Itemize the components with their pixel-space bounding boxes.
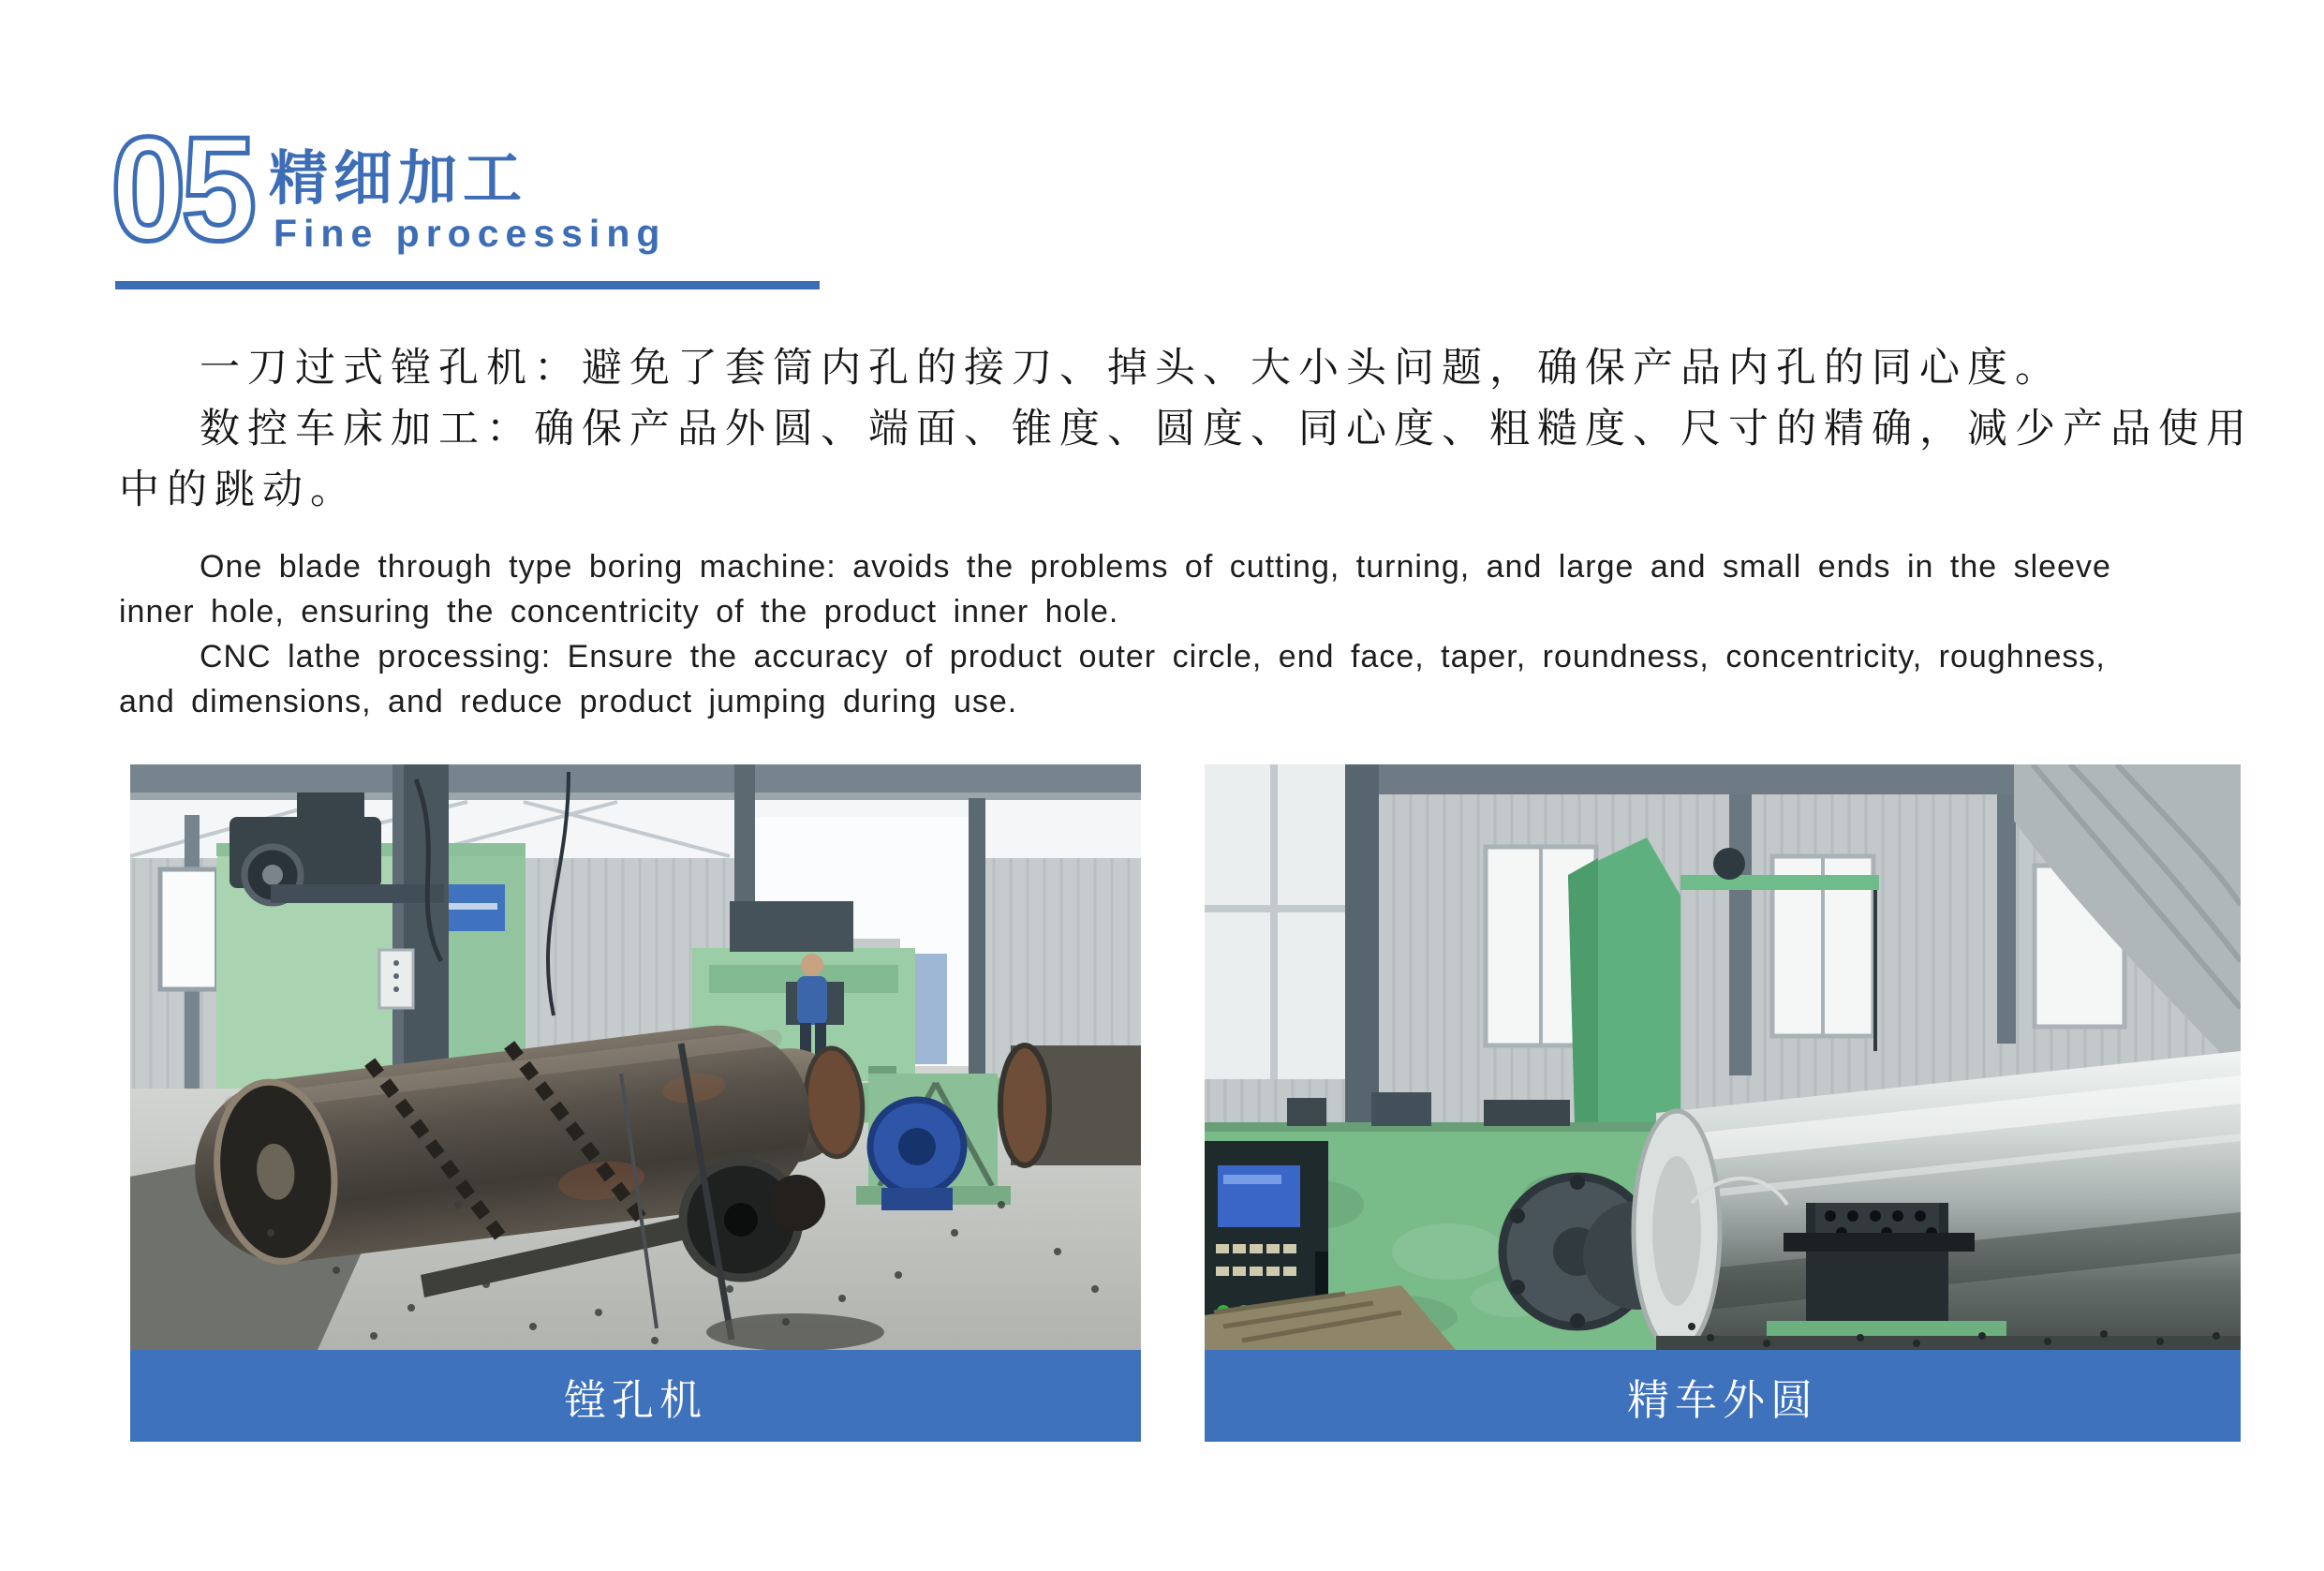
intro-en-line: and dimensions, and reduce product jumping during use.: [119, 684, 1018, 719]
section-title-zh: 精细加工: [269, 146, 527, 212]
intro-paragraph-zh: [119, 338, 2254, 521]
photo-cnc-lathe: [1205, 764, 2241, 1424]
factory-photo-boring-machine: [130, 764, 1141, 1350]
caption-label: 镗孔机: [563, 1375, 707, 1424]
caption-bar-left: [130, 1350, 1141, 1442]
intro-zh-line: 数控车床加工：确保产品外圆、端面、锥度、圆度、同心度、粗糙度、尺寸的精确，减少产品使用: [200, 407, 2254, 452]
gear-motor: [870, 1100, 964, 1210]
intro-zh-line: 一刀过式镗孔机：避免了套筒内孔的接刀、掉头、大小头问题，确保产品内孔的同心度。: [200, 346, 2063, 391]
caption-bar-right: [1205, 1350, 2241, 1442]
intro-zh-line: 中的跳动。: [119, 467, 358, 512]
section-title-en: Fine processing: [274, 212, 667, 255]
intro-en-line: One blade through type boring machine: avoids the problems of cutting, turning, and large and small ends in the sleeve: [200, 549, 2111, 585]
intro-en-line: inner hole, ensuring the concentricity of the product inner hole.: [119, 594, 1119, 630]
factory-photo-cnc-lathe: [1205, 764, 2241, 1350]
photo-boring-machine: [130, 764, 1141, 1424]
rusty-sleeve-end: [1000, 1045, 1141, 1165]
caption-label: 精车外圆: [1626, 1375, 1818, 1424]
header-underline: [115, 281, 820, 289]
intro-paragraph-en: [119, 544, 2111, 724]
intro-en-line: CNC lathe processing: Ensure the accuracy of product outer circle, end face, taper, roundness, concentricity, roughness,: [200, 639, 2106, 674]
section-number: 05: [111, 107, 252, 272]
